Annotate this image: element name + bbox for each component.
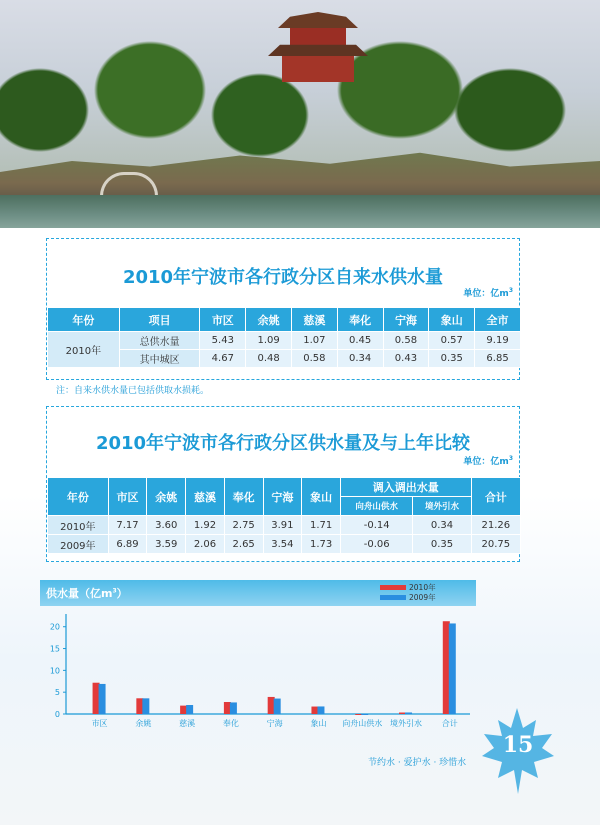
bar	[268, 697, 275, 714]
table-cell: 2.65	[224, 535, 263, 554]
year-cell: 2010年	[48, 516, 109, 535]
bar	[449, 623, 456, 714]
bar	[136, 698, 143, 714]
table-cell: 3.54	[263, 535, 302, 554]
table-header: 象山	[429, 308, 475, 332]
table-header: 慈溪	[291, 308, 337, 332]
section2-title: 2010年宁波市各行政分区供水量及与上年比较	[95, 433, 471, 454]
bar	[186, 705, 193, 714]
table-cell: 6.85	[475, 350, 521, 368]
year-cell: 2009年	[48, 535, 109, 554]
table-cell: 0.43	[383, 350, 429, 368]
table-cell: 0.35	[413, 535, 471, 554]
legend-item	[380, 582, 436, 592]
section1-unit: 单位：亿$m^3$	[463, 287, 513, 299]
bar	[399, 713, 406, 714]
table-cell: 0.45	[337, 332, 383, 350]
table-cell: 7.17	[108, 516, 147, 535]
chart-plot	[40, 606, 476, 730]
table-header-row	[48, 478, 521, 497]
y-tick-label: 0	[54, 710, 60, 719]
year-cell: 2010年	[48, 332, 120, 368]
bar	[180, 706, 187, 714]
table-header: 象山	[302, 478, 341, 516]
y-tick-label: 20	[49, 622, 60, 632]
table-cell: 0.35	[429, 350, 475, 368]
table-cell: 0.58	[291, 350, 337, 368]
x-tick-label: 合计	[441, 719, 458, 728]
supply-by-district-section	[46, 238, 520, 380]
bar	[93, 683, 100, 714]
table-cell: 0.58	[383, 332, 429, 350]
table-header: 年份	[48, 478, 109, 516]
x-tick-label: 慈溪	[179, 719, 196, 728]
table-cell: 3.91	[263, 516, 302, 535]
chart-title: 供水量（亿$m^3$）	[46, 587, 128, 600]
bar	[311, 707, 318, 714]
table-cell: 2.75	[224, 516, 263, 535]
table-cell: 1.07	[291, 332, 337, 350]
legend-item	[380, 592, 436, 602]
row-label: 总供水量	[119, 332, 200, 350]
table-cell: 21.26	[471, 516, 520, 535]
bar	[443, 621, 450, 714]
table-cell: 0.57	[429, 332, 475, 350]
table-header: 合计	[471, 478, 520, 516]
table-header: 市区	[200, 308, 246, 332]
table-cell: 3.60	[147, 516, 186, 535]
table-header: 余姚	[246, 308, 292, 332]
bar	[317, 706, 324, 714]
table-cell: 1.71	[302, 516, 341, 535]
table-header-row	[48, 308, 521, 332]
chart-legend	[380, 582, 436, 602]
table-subheader: 向舟山供水	[340, 497, 412, 516]
table-cell: 0.34	[337, 350, 383, 368]
x-tick-label: 境外引水	[390, 719, 423, 728]
y-tick-label: 5	[54, 688, 60, 698]
legend-label: 2010年	[409, 582, 436, 592]
table-note: 注：自来水供水量已包括供取水损耗。	[56, 386, 210, 396]
bar	[142, 698, 149, 714]
water-illustration	[0, 195, 600, 228]
table-row	[48, 332, 521, 350]
table-header: 市区	[108, 478, 147, 516]
supply-table	[47, 307, 521, 368]
table-header: 余姚	[147, 478, 186, 516]
table-row	[48, 516, 521, 535]
table-cell: 0.34	[413, 516, 471, 535]
bar	[224, 702, 231, 714]
table-header: 宁海	[263, 478, 302, 516]
table-subheader: 境外引水	[413, 497, 471, 516]
table-cell: -0.06	[340, 535, 412, 554]
table-cell: -0.14	[340, 516, 412, 535]
pagoda-illustration	[268, 12, 368, 82]
table-row	[48, 350, 521, 368]
x-tick-label: 宁海	[266, 719, 283, 728]
x-tick-label: 向舟山供水	[342, 719, 383, 728]
slogan: 节约水 · 爱护水 · 珍惜水	[368, 758, 467, 768]
table-cell: 4.67	[200, 350, 246, 368]
x-tick-label: 象山	[310, 719, 327, 728]
table-cell: 5.43	[200, 332, 246, 350]
table-header: 调入调出水量	[340, 478, 471, 497]
y-tick-label: 10	[49, 666, 60, 676]
table-cell: 1.09	[246, 332, 292, 350]
table-cell: 20.75	[471, 535, 520, 554]
x-tick-label: 市区	[91, 719, 108, 728]
table-cell: 0.48	[246, 350, 292, 368]
table-header: 项目	[119, 308, 200, 332]
bar	[361, 714, 368, 715]
bar	[274, 699, 281, 714]
table-header: 奉化	[337, 308, 383, 332]
x-tick-label: 余姚	[135, 719, 152, 728]
table-header: 奉化	[224, 478, 263, 516]
comparison-section	[46, 406, 520, 562]
table-cell: 9.19	[475, 332, 521, 350]
legend-swatch	[380, 585, 406, 590]
table-header: 慈溪	[186, 478, 225, 516]
bar	[230, 702, 237, 714]
header-photo	[0, 0, 600, 228]
table-header: 年份	[48, 308, 120, 332]
comparison-table	[47, 477, 521, 554]
section1-title: 2010年宁波市各行政分区自来水供水量	[122, 267, 444, 288]
row-label: 其中城区	[119, 350, 200, 368]
table-cell: 1.92	[186, 516, 225, 535]
bar	[99, 684, 106, 714]
table-cell: 3.59	[147, 535, 186, 554]
chart-header	[40, 580, 476, 606]
x-tick-label: 奉化	[222, 719, 239, 728]
bar	[355, 714, 362, 715]
table-header: 全市	[475, 308, 521, 332]
section2-unit: 单位：亿$m^3$	[463, 455, 513, 467]
legend-label: 2009年	[409, 592, 436, 602]
table-cell: 6.89	[108, 535, 147, 554]
legend-swatch	[380, 595, 406, 600]
supply-chart	[40, 580, 476, 730]
table-cell: 2.06	[186, 535, 225, 554]
y-tick-label: 15	[49, 644, 60, 654]
page-number: 15	[502, 732, 534, 758]
table-row	[48, 535, 521, 554]
bar	[405, 712, 412, 714]
table-header: 宁海	[383, 308, 429, 332]
table-cell: 1.73	[302, 535, 341, 554]
